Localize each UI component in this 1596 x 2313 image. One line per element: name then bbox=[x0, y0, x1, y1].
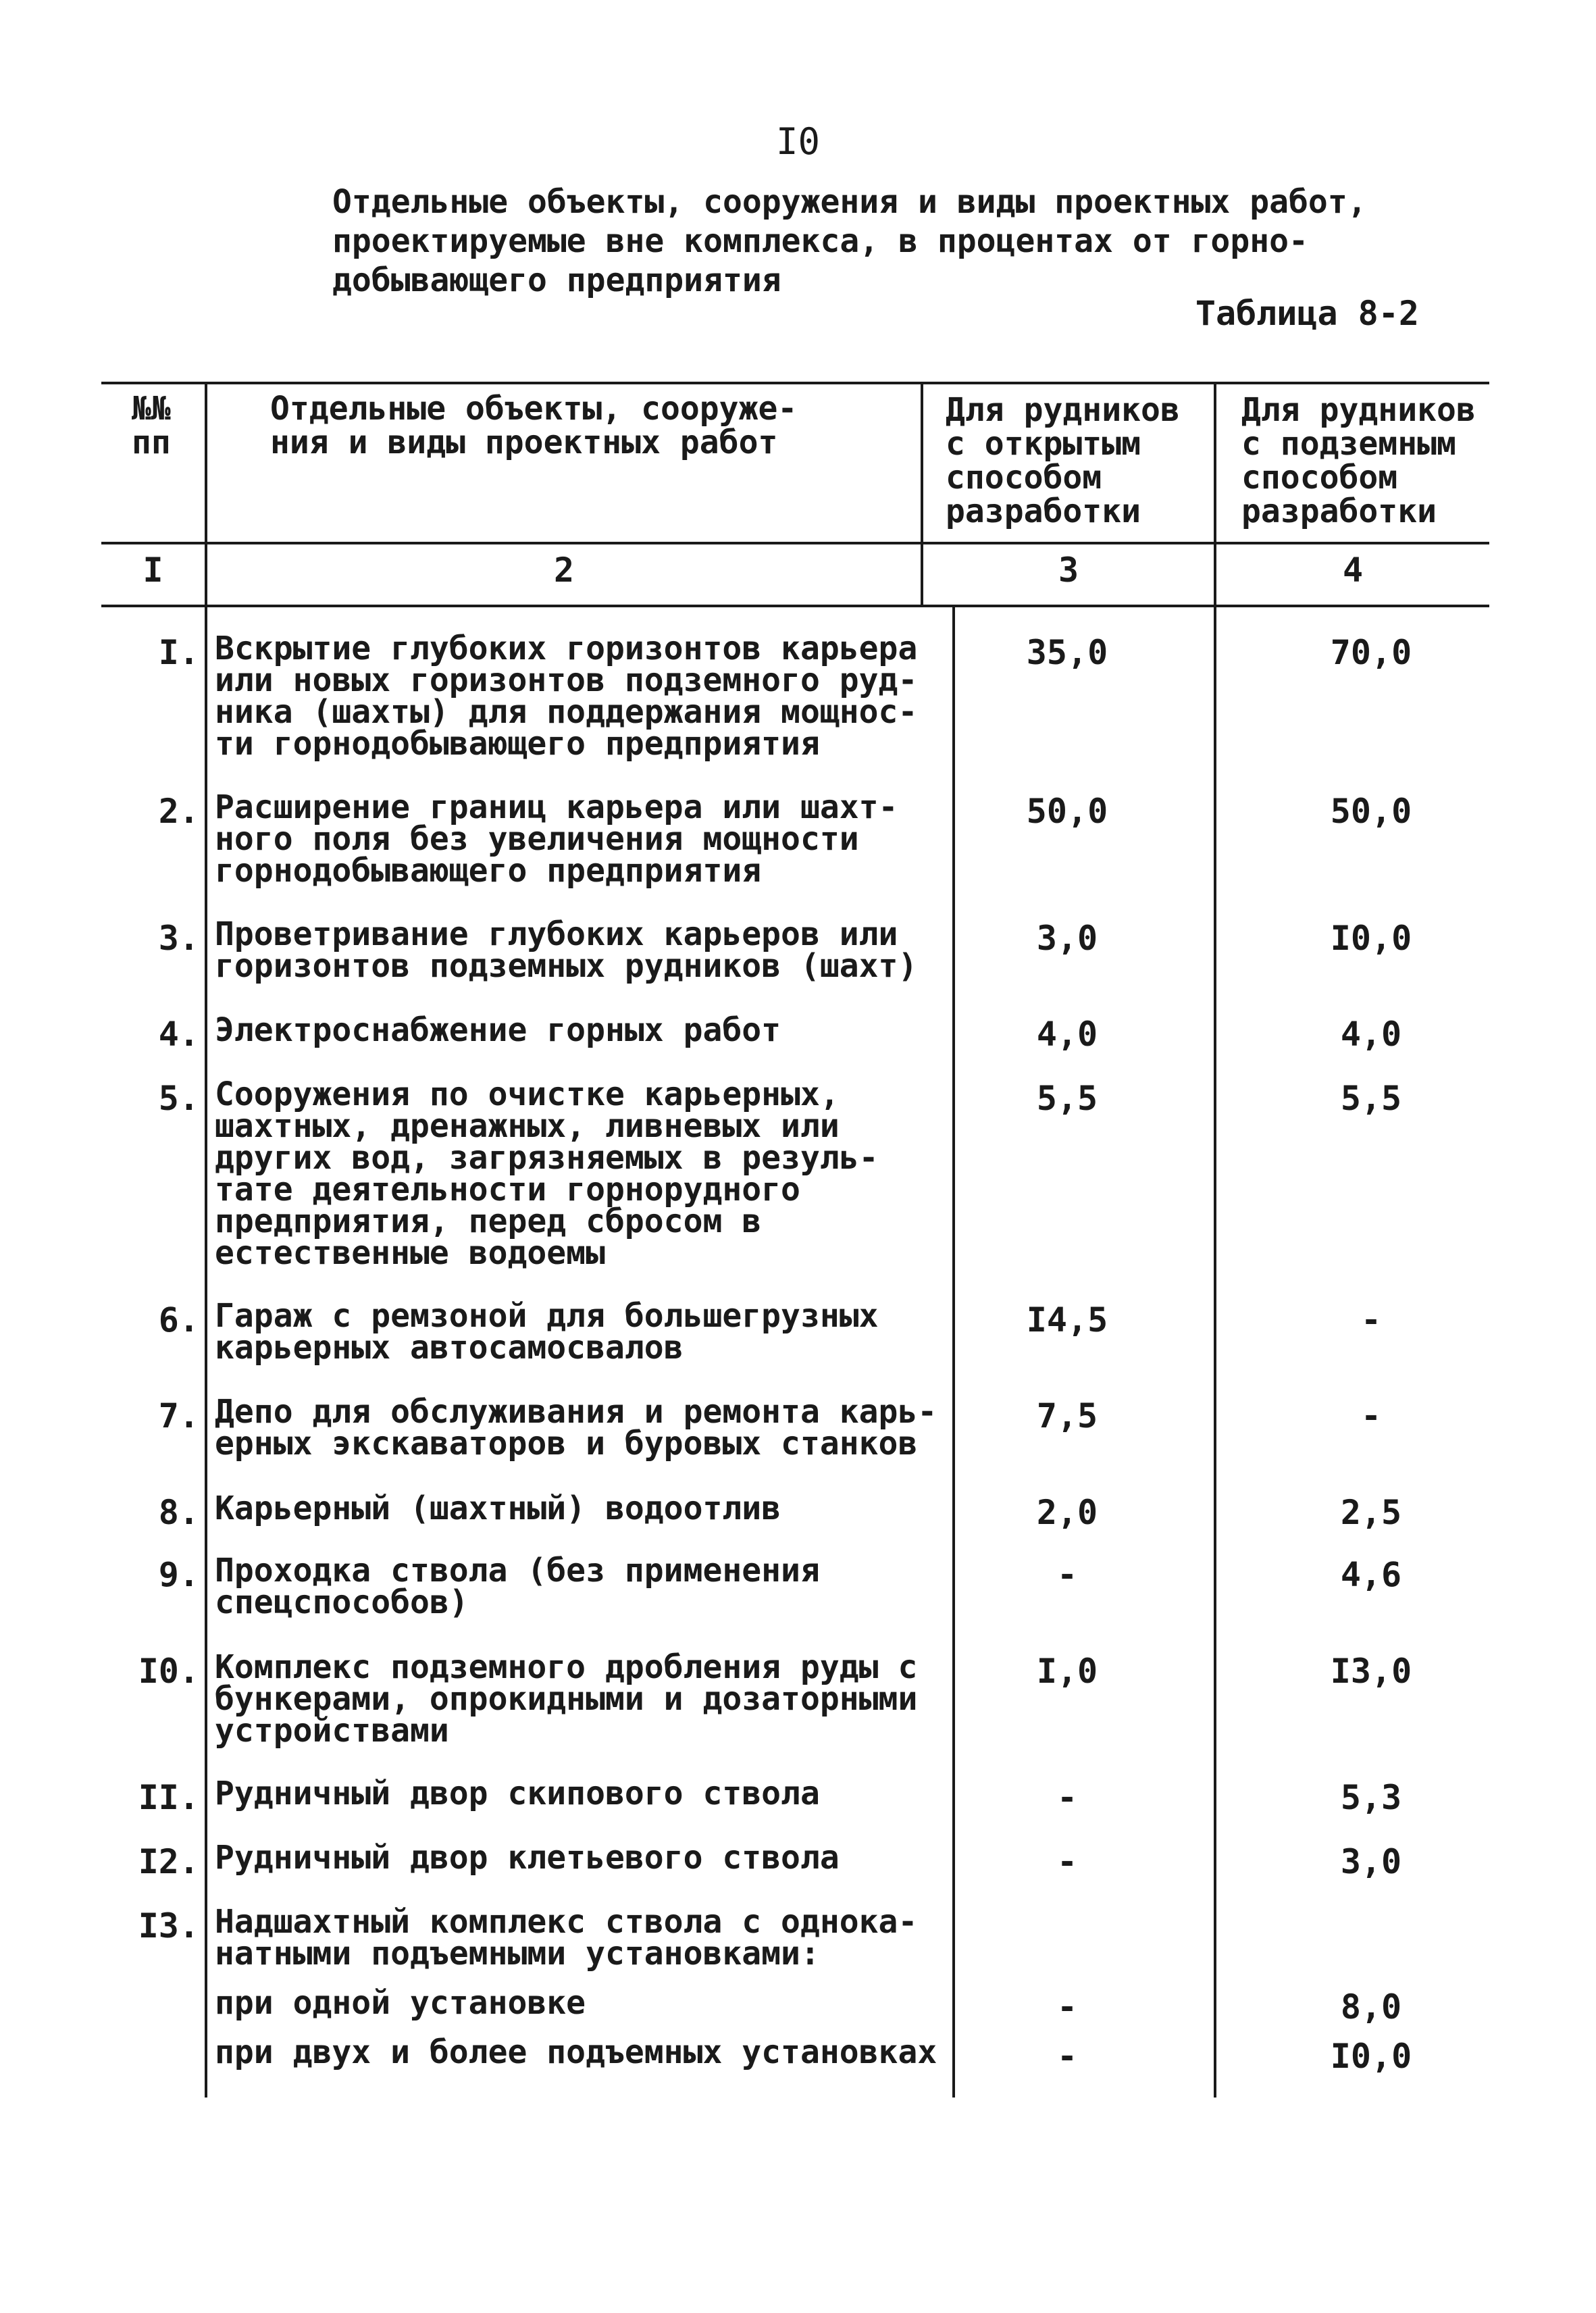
row-description: при одной установке bbox=[215, 1984, 586, 2022]
value-underground: 8,0 bbox=[1340, 1987, 1402, 2027]
row-number: 4. bbox=[158, 1015, 199, 1054]
row-description: Гараж с ремзоной для большегрузных карьерных автосамосвалов bbox=[215, 1297, 879, 1367]
row-number: I. bbox=[158, 633, 199, 672]
table-heading bbox=[332, 182, 1367, 300]
row-description: Проветривание глубоких карьеров или горизонтов подземных рудников (шахт) bbox=[215, 915, 918, 985]
value-underground: 4,6 bbox=[1340, 1555, 1402, 1594]
column-number-2: 2 bbox=[553, 551, 575, 590]
value-underground: I3,0 bbox=[1330, 1652, 1412, 1691]
row-number: 9. bbox=[158, 1555, 199, 1594]
row-number: 2. bbox=[158, 792, 199, 831]
table-label: Таблица 8-2 bbox=[1195, 294, 1419, 333]
value-open-pit: I4,5 bbox=[1026, 1300, 1108, 1340]
row-number: I0. bbox=[138, 1652, 199, 1691]
row-number: 8. bbox=[158, 1493, 199, 1532]
row-description: Расширение границ карьера или шахт- ного поля без увеличения мощности горнодобывающего предприятия bbox=[215, 788, 898, 890]
row-description: Рудничный двор скипового ствола bbox=[215, 1775, 820, 1812]
row-description: Рудничный двор клетьевого ствола bbox=[215, 1839, 840, 1877]
header-bottom-rule bbox=[101, 542, 1489, 544]
heading-line: Отдельные объекты, сооружения и виды проектных работ, bbox=[332, 183, 1367, 221]
row-number: 3. bbox=[158, 919, 199, 958]
row-number: I2. bbox=[138, 1842, 199, 1881]
col-divider-1 bbox=[205, 382, 207, 2098]
header-col-number: №№ пп bbox=[132, 390, 171, 461]
row-description: Электроснабжение горных работ bbox=[215, 1011, 781, 1049]
value-underground: 2,5 bbox=[1340, 1493, 1402, 1532]
value-underground: 50,0 bbox=[1330, 792, 1412, 831]
table-top-rule bbox=[101, 382, 1489, 384]
header-col-description: Отдельные объекты, сооруже- ния и виды проектных работ bbox=[270, 390, 798, 461]
column-numbers-bottom-rule bbox=[101, 605, 1489, 607]
row-description: Депо для обслуживания и ремонта карь- ерных экскаваторов и буровых станков bbox=[215, 1393, 937, 1463]
header-col-underground: Для рудников с подземным способом разработки bbox=[1241, 391, 1476, 530]
value-open-pit: 2,0 bbox=[1036, 1493, 1098, 1532]
header-col-open-pit: Для рудников с открытым способом разработки bbox=[946, 391, 1180, 530]
col-divider-2-body bbox=[952, 606, 955, 2098]
value-open-pit: - bbox=[1056, 1842, 1078, 1881]
value-underground: I0,0 bbox=[1330, 2037, 1412, 2076]
value-open-pit: I,0 bbox=[1036, 1652, 1098, 1691]
value-open-pit: 4,0 bbox=[1036, 1015, 1098, 1054]
value-open-pit: - bbox=[1056, 2037, 1078, 2076]
value-open-pit: 3,0 bbox=[1036, 919, 1098, 958]
column-number-3: 3 bbox=[1058, 551, 1079, 590]
value-open-pit: - bbox=[1056, 1778, 1078, 1817]
value-open-pit: 50,0 bbox=[1026, 792, 1108, 831]
value-underground: - bbox=[1360, 1300, 1382, 1340]
row-description: Карьерный (шахтный) водоотлив bbox=[215, 1490, 781, 1527]
heading-line: добывающего предприятия bbox=[332, 261, 781, 299]
row-number: II. bbox=[138, 1778, 199, 1817]
value-open-pit: 7,5 bbox=[1036, 1396, 1098, 1435]
value-open-pit: 35,0 bbox=[1026, 633, 1108, 672]
page-number: I0 bbox=[775, 120, 821, 163]
row-number: 6. bbox=[158, 1300, 199, 1340]
row-description: Сооружения по очистке карьерных, шахтных, дренажных, ливневых или других вод, загрязняемых в резуль- тате деятельности горнорудного предприятия, перед сбросом в естественные водоемы bbox=[215, 1075, 879, 1272]
row-description: Вскрытие глубоких горизонтов карьера или новых горизонтов подземного руд- ника (шахты) для поддержания мощнос- ти горнодобывающего предприятия bbox=[215, 630, 918, 763]
row-description: Комплекс подземного дробления руды с бункерами, опрокидными и дозаторными устройствами bbox=[215, 1648, 918, 1750]
value-underground: - bbox=[1360, 1396, 1382, 1435]
value-underground: I0,0 bbox=[1330, 919, 1412, 958]
row-number: 5. bbox=[158, 1079, 199, 1118]
value-underground: 5,5 bbox=[1340, 1079, 1402, 1118]
value-open-pit: - bbox=[1056, 1555, 1078, 1594]
row-number: I3. bbox=[138, 1906, 199, 1946]
value-underground: 4,0 bbox=[1340, 1015, 1402, 1054]
row-description: Надшахтный комплекс ствола с однока- натными подъемными установками: bbox=[215, 1903, 918, 1973]
value-underground: 5,3 bbox=[1340, 1778, 1402, 1817]
value-open-pit: 5,5 bbox=[1036, 1079, 1098, 1118]
col-divider-3 bbox=[1214, 382, 1216, 2098]
row-description: при двух и более подъемных установках bbox=[215, 2033, 937, 2071]
value-underground: 70,0 bbox=[1330, 633, 1412, 672]
value-underground: 3,0 bbox=[1340, 1842, 1402, 1881]
row-description: Проходка ствола (без применения спецспособов) bbox=[215, 1552, 820, 1621]
value-open-pit: - bbox=[1056, 1987, 1078, 2027]
column-number-1: I bbox=[143, 551, 163, 590]
column-number-4: 4 bbox=[1342, 551, 1364, 590]
heading-line: проектируемые вне комплекса, в процентах от горно- bbox=[332, 222, 1308, 260]
row-number: 7. bbox=[158, 1396, 199, 1435]
